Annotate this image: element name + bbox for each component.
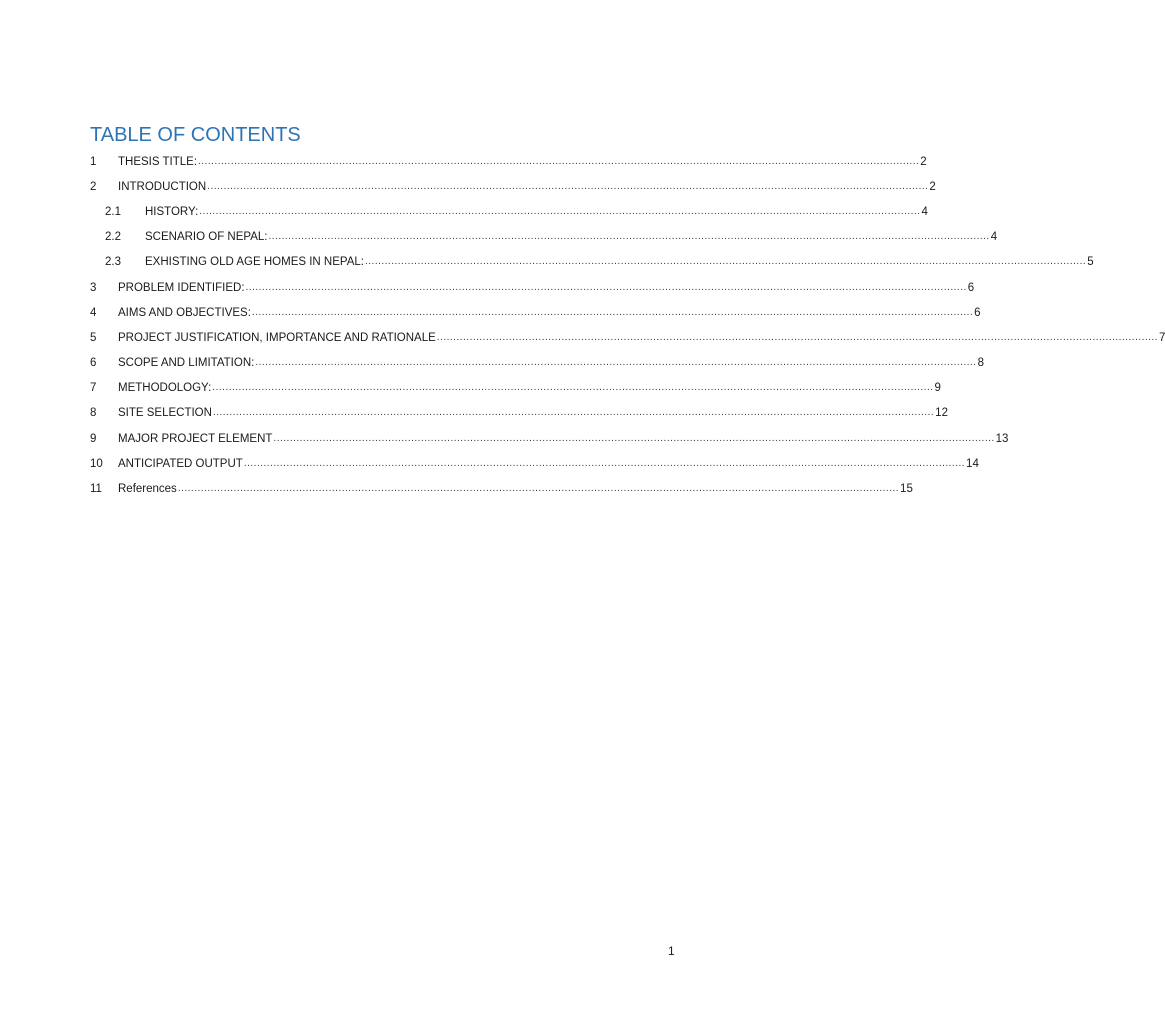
- toc-entry-page: 4: [990, 231, 998, 244]
- toc-leader-dots: ............................................................................................................................................................................................................................: [364, 256, 1087, 268]
- toc-entry[interactable]: [90, 250, 1094, 275]
- toc-leader-dots: ............................................................................................................................................................................................................................: [212, 407, 935, 419]
- toc-entry-title: EXHISTING OLD AGE HOMES IN NEPAL:: [145, 256, 364, 269]
- toc-entry[interactable]: [90, 401, 948, 426]
- toc-entry-title: References: [118, 483, 177, 496]
- toc-entry-page: 6: [967, 281, 975, 294]
- toc-entry[interactable]: [90, 451, 979, 476]
- toc-entry-number: 1: [90, 155, 97, 168]
- toc-entry[interactable]: [90, 199, 928, 224]
- toc-leader-dots: ............................................................................................................................................................................................................................: [273, 432, 995, 444]
- toc-entry[interactable]: [90, 174, 936, 199]
- toc-list: [90, 149, 1165, 502]
- toc-entry-title: ANTICIPATED OUTPUT: [118, 457, 243, 470]
- page-number: 1: [668, 944, 675, 958]
- toc-entry-page: 2: [929, 180, 936, 193]
- toc-entry[interactable]: [90, 376, 941, 401]
- toc-entry[interactable]: [90, 275, 975, 300]
- toc-entry-title: SITE SELECTION: [118, 407, 212, 420]
- toc-entry-number: 2: [90, 180, 97, 193]
- toc-entry-title: HISTORY:: [145, 205, 199, 218]
- toc-entry-number: 2.1: [105, 205, 121, 218]
- toc-leader-dots: ............................................................................................................................................................................................................................: [212, 382, 934, 394]
- toc-entry-page: 14: [966, 457, 979, 470]
- toc-entry-number: 6: [90, 357, 97, 370]
- toc-entry[interactable]: [90, 426, 1009, 451]
- toc-entry-page: 5: [1087, 256, 1094, 269]
- toc-entry[interactable]: [90, 300, 981, 325]
- toc-leader-dots: ............................................................................................................................................................................................................................: [268, 231, 990, 243]
- toc-entry-page: 15: [900, 483, 913, 496]
- toc-entry-number: 3: [90, 281, 97, 294]
- toc-entry-page: 7: [1159, 331, 1165, 344]
- toc-entry-page: 13: [995, 432, 1009, 445]
- toc-entry-number: 5: [90, 331, 97, 344]
- toc-entry-page: 4: [921, 205, 928, 218]
- toc-leader-dots: ............................................................................................................................................................................................................................: [255, 357, 977, 369]
- toc-entry-title: AIMS AND OBJECTIVES:: [118, 306, 251, 319]
- toc-leader-dots: ............................................................................................................................................................................................................................: [207, 180, 929, 192]
- toc-entry[interactable]: [90, 351, 984, 376]
- toc-entry[interactable]: [90, 149, 927, 174]
- toc-entry-title: METHODOLOGY:: [118, 382, 212, 395]
- toc-leader-dots: ............................................................................................................................................................................................................................: [199, 205, 921, 217]
- toc-leader-dots: ............................................................................................................................................................................................................................: [245, 281, 967, 293]
- toc-entry-page: 6: [974, 306, 981, 319]
- toc-entry-title: PROJECT JUSTIFICATION, IMPORTANCE AND RATIONALE: [118, 331, 436, 344]
- toc-entry[interactable]: [90, 325, 1165, 350]
- toc-entry-title: SCENARIO OF NEPAL:: [145, 231, 268, 244]
- toc-leader-dots: ............................................................................................................................................................................................................................: [198, 155, 920, 167]
- toc-leader-dots: ............................................................................................................................................................................................................................: [251, 306, 974, 318]
- toc-leader-dots: ............................................................................................................................................................................................................................: [243, 457, 966, 469]
- toc-entry-number: 8: [90, 407, 97, 420]
- toc-entry-number: 9: [90, 432, 97, 445]
- toc-entry-title: PROBLEM IDENTIFIED:: [118, 281, 245, 294]
- toc-entry[interactable]: [90, 225, 998, 250]
- toc-entry-title: INTRODUCTION: [118, 180, 207, 193]
- toc-entry-page: 9: [934, 382, 941, 395]
- toc-leader-dots: ............................................................................................................................................................................................................................: [436, 331, 1159, 343]
- toc-entry-number: 10: [90, 457, 103, 470]
- toc-entry[interactable]: [90, 476, 913, 501]
- toc-entry-page: 2: [920, 155, 927, 168]
- toc-entry-number: 2.3: [105, 256, 121, 269]
- toc-entry-title: SCOPE AND LIMITATION:: [118, 357, 255, 370]
- toc-heading: TABLE OF CONTENTS: [90, 124, 301, 146]
- toc-entry-number: 11: [90, 483, 102, 496]
- toc-entry-page: 12: [935, 407, 948, 420]
- toc-entry-title: THESIS TITLE:: [118, 155, 198, 168]
- toc-entry-page: 8: [977, 357, 984, 370]
- toc-entry-number: 7: [90, 382, 97, 395]
- toc-entry-number: 2.2: [105, 231, 121, 244]
- toc-entry-number: 4: [90, 306, 97, 319]
- toc-leader-dots: ............................................................................................................................................................................................................................: [177, 483, 900, 495]
- toc-entry-title: MAJOR PROJECT ELEMENT: [118, 432, 273, 445]
